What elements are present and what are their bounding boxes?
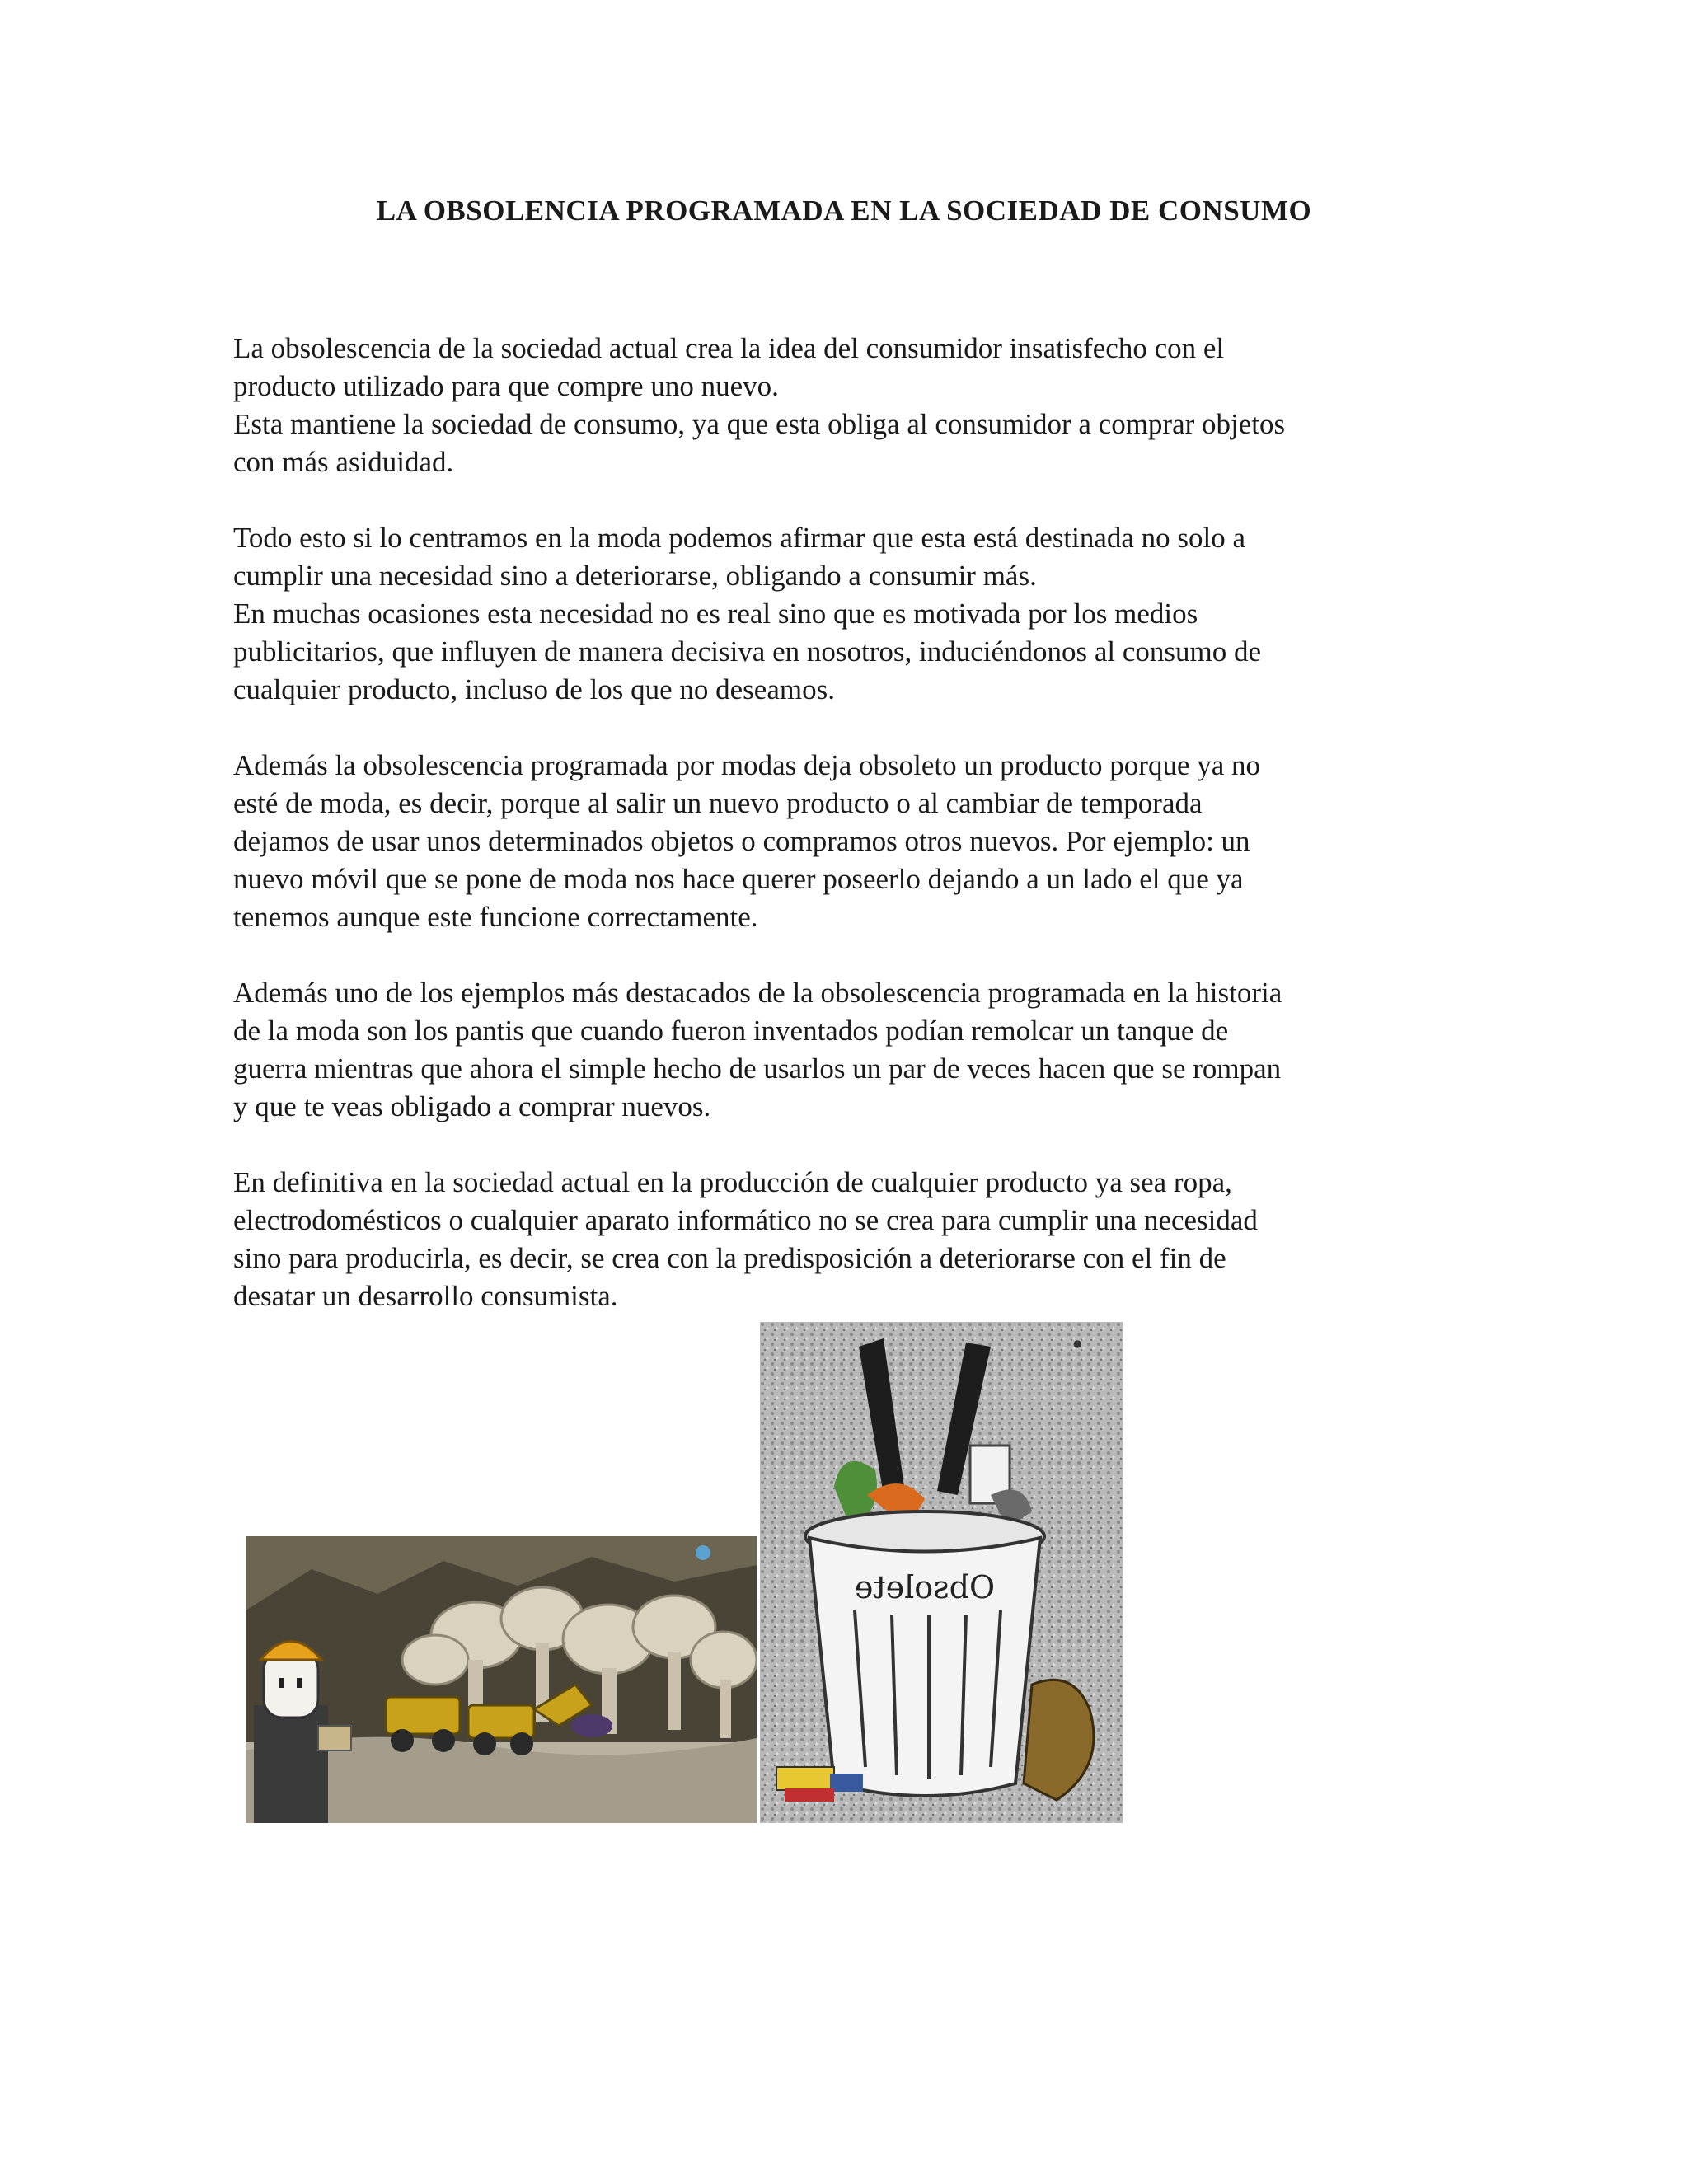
text-line: sino para producirla, es decir, se crea con la predisposición a deteriorarse con el fin de xyxy=(233,1242,1226,1274)
trash-can-illustration-icon xyxy=(760,1322,1123,1823)
paragraph xyxy=(233,519,1470,709)
text-line: nuevo móvil que se pone de moda nos hace querer poseerlo dejando a un lado el que ya xyxy=(233,863,1244,895)
paragraph xyxy=(233,974,1470,1126)
text-line: cualquier producto, incluso de los que no deseamos. xyxy=(233,673,835,705)
paragraph xyxy=(233,330,1470,481)
text-line: En muchas ocasiones esta necesidad no es real sino que es motivada por los medios xyxy=(233,598,1198,630)
text-line: Todo esto si lo centramos en la moda podemos afirmar que esta está destinada no solo a xyxy=(233,522,1246,554)
text-line: En definitiva en la sociedad actual en la producción de cualquier producto ya sea ropa, xyxy=(233,1166,1232,1198)
text-line: Además la obsolescencia programada por modas deja obsoleto un producto porque ya no xyxy=(233,749,1261,781)
paragraph xyxy=(233,1164,1470,1315)
text-line: producto utilizado para que compre uno nuevo. xyxy=(233,370,779,402)
text-line: cumplir una necesidad sino a deteriorarse, obligando a consumir más. xyxy=(233,560,1037,592)
text-line: La obsolescencia de la sociedad actual crea la idea del consumidor insatisfecho con el xyxy=(233,332,1225,364)
document-body xyxy=(233,330,1470,1315)
text-line: dejamos de usar unos determinados objetos o compramos otros nuevos. Por ejemplo: un xyxy=(233,825,1250,857)
text-line: desatar un desarrollo consumista. xyxy=(233,1280,618,1312)
text-line: y que te veas obligado a comprar nuevos. xyxy=(233,1090,711,1122)
text-line: con más asiduidad. xyxy=(233,446,454,478)
text-line: publicitarios, que influyen de manera decisiva en nosotros, induciéndonos al consumo de xyxy=(233,635,1262,668)
text-line: Además uno de los ejemplos más destacados de la obsolescencia programada en la historia xyxy=(233,977,1282,1009)
can-label: Obsolete xyxy=(854,1569,996,1605)
text-line: de la moda son los pantis que cuando fueron inventados podían remolcar un tanque de xyxy=(233,1015,1229,1047)
svg-text:●: ● xyxy=(1073,1338,1082,1349)
document-title: LA OBSOLENCIA PROGRAMADA EN LA SOCIEDAD DE CONSUMO xyxy=(376,194,1312,227)
text-line: electrodomésticos o cualquier aparato informático no se crea para cumplir una necesidad xyxy=(233,1204,1258,1236)
text-line: Esta mantiene la sociedad de consumo, ya que esta obliga al consumidor a comprar objetos xyxy=(233,408,1286,440)
paragraph xyxy=(233,747,1470,936)
bulldozer-illustration-icon xyxy=(246,1536,757,1823)
text-line: esté de moda, es decir, porque al salir un nuevo producto o al cambiar de temporada xyxy=(233,787,1203,819)
text-line: tenemos aunque este funcione correctamente. xyxy=(233,901,758,933)
text-line: guerra mientras que ahora el simple hecho de usarlos un par de veces hacen que se rompan xyxy=(233,1052,1282,1085)
